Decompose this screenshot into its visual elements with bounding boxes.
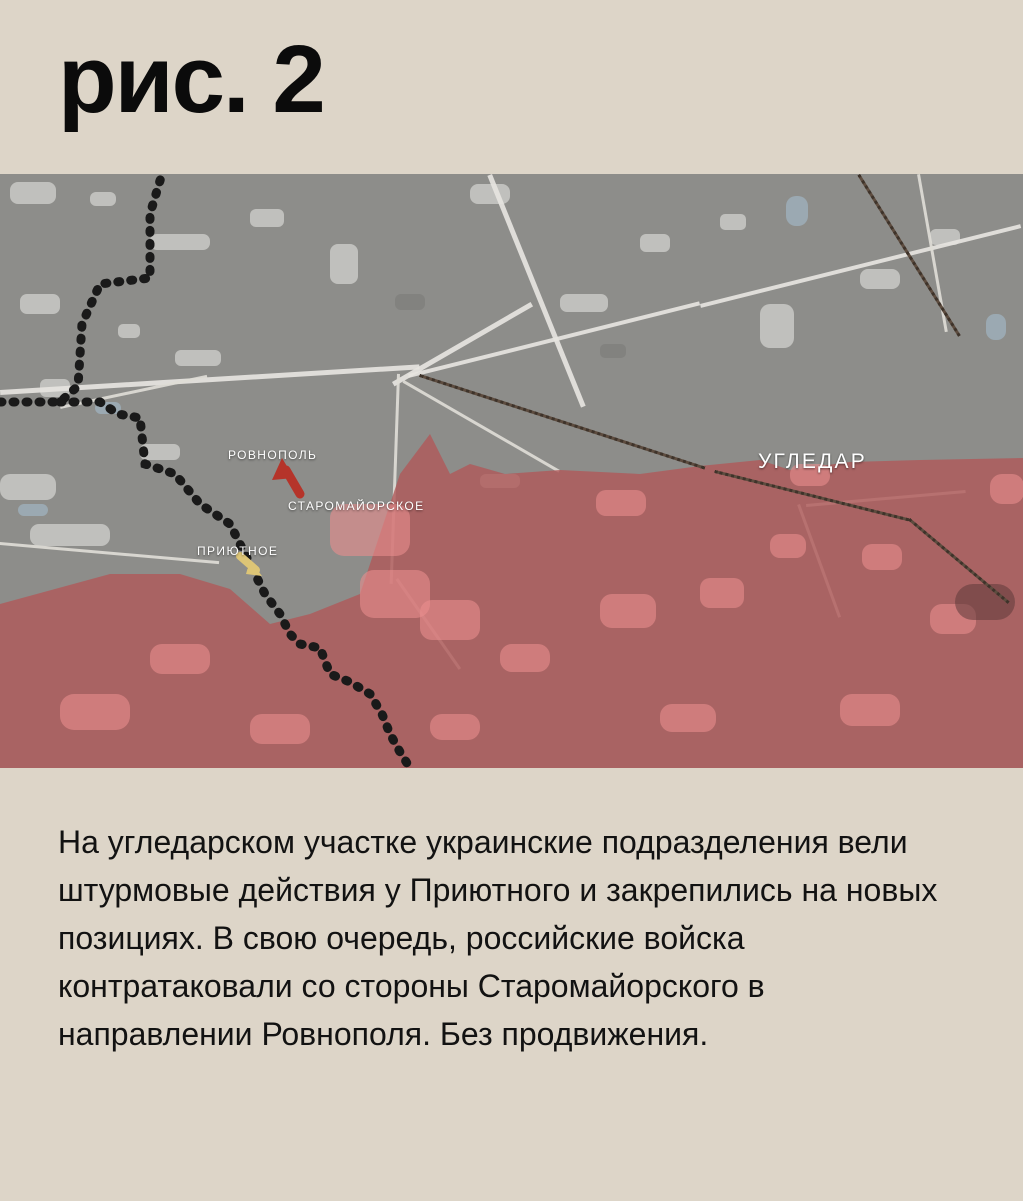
- caption-text: На угледарском участке украинские подразделения вели штурмовые действия у Приютного и закрепились на новых позициях. В свою очередь, российские войска контратаковали со стороны Старомайорского в направлении Ровнополя. Без продвижения.: [58, 824, 938, 1052]
- title-bar: [0, 0, 1023, 174]
- map-label-priyutnoye: ПРИЮТНОЕ: [197, 544, 279, 558]
- caption-block: [0, 768, 1023, 1201]
- map-label-rovnopol: РОВНОПОЛЬ: [228, 448, 318, 462]
- map-canvas[interactable]: [0, 174, 1023, 768]
- map-label-ugledar: УГЛЕДАР: [758, 450, 867, 473]
- arrow-priyutnoye: [240, 556, 262, 576]
- map-label-staromayorskoye: СТАРОМАЙОРСКОЕ: [288, 499, 425, 513]
- arrow-staromayorskoye-to-rovnopol: [272, 458, 300, 494]
- attack-arrows: [0, 174, 1023, 768]
- page-title: рис. 2: [58, 26, 324, 133]
